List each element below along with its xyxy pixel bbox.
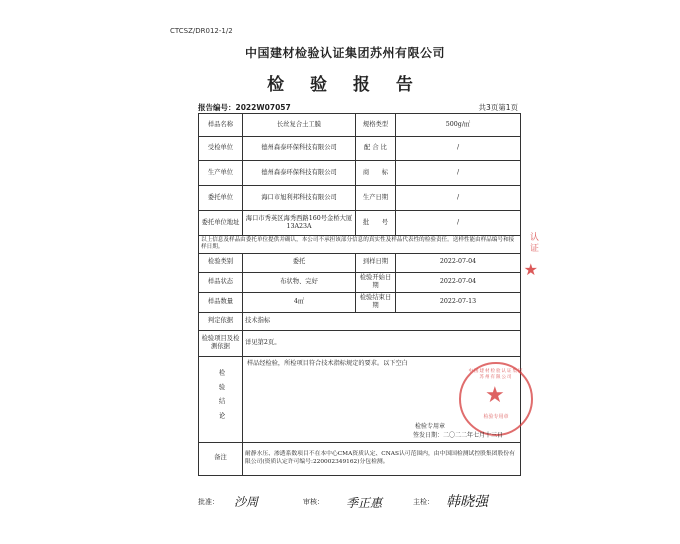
approve-signature: 沙周	[234, 495, 259, 509]
review-signature: 季正惠	[346, 496, 383, 510]
sample-name-label: 样品名称	[199, 114, 243, 137]
side-seal-star-icon: ★	[523, 260, 538, 279]
end-date-label: 检验结束日期	[356, 292, 396, 312]
end-date-value: 2022-07-13	[396, 292, 521, 312]
batch-label: 批 号	[356, 211, 396, 236]
prod-date-label: 生产日期	[356, 186, 396, 211]
table-row	[199, 186, 521, 211]
client-value: 海口市旭利邦科技有限公司	[243, 186, 356, 211]
side-seal-text: 认证	[528, 232, 538, 254]
brand-label: 商 标	[356, 161, 396, 186]
quantity-value: 4㎡	[243, 292, 356, 312]
ratio-label: 配 合 比	[356, 137, 396, 161]
client-label: 委托单位	[199, 186, 243, 211]
conclusion-cell	[243, 356, 524, 442]
disclaimer-note: 以上信息及样品由委托单位提供并确认，本公司不承担该部分信息的真实性及样品代表性的检验责任。送样性能由样品编号和接样日期。	[199, 236, 521, 254]
spec-label: 规格类型	[356, 114, 396, 137]
report-title: 检 验 报 告	[267, 75, 423, 95]
seal-label: 检验专用章	[415, 423, 446, 431]
remarks-value: 耐静水压、渗透系数项目不在本中心CMA资质认定、CNAS认可范围内，由中国国检测试控股集团股份有限公司(资质认定许可编号:220002349162)分包检测。	[243, 442, 521, 475]
table-row	[199, 161, 521, 186]
document-code: CTCSZ/DR012-1/2	[170, 27, 233, 35]
basis-label: 判定依据	[199, 312, 243, 330]
table-row	[199, 211, 521, 236]
sample-state-label: 样品状态	[199, 272, 243, 292]
table-row	[199, 272, 521, 292]
table-row	[199, 330, 521, 356]
producer-label: 生产单位	[199, 161, 243, 186]
table-row	[199, 114, 521, 137]
arrival-date-label: 到样日期	[356, 253, 396, 272]
seal-bottom-text: 检验专用章	[483, 414, 509, 421]
conclusion-box	[245, 358, 524, 440]
producer-value: 德州森泰环保科技有限公司	[243, 161, 356, 186]
page-count: 共3页第1页	[478, 103, 518, 112]
approve-label: 批准：	[198, 498, 219, 506]
remarks-label: 备注	[199, 442, 243, 475]
sample-state-value: 布状物、完好	[243, 272, 356, 292]
table-row	[199, 292, 521, 312]
check-signature: 韩晓强	[446, 494, 488, 510]
start-date-value: 2022-07-04	[396, 272, 521, 292]
table-row	[199, 236, 521, 254]
inspect-type-label: 检验类别	[199, 253, 243, 272]
table-row	[199, 137, 521, 161]
table-row	[199, 442, 521, 475]
prod-date-value: /	[396, 186, 521, 211]
company-name: 中国建材检验认证集团苏州有限公司	[244, 46, 445, 60]
brand-value: /	[396, 161, 521, 186]
seal-star-icon: ★	[485, 383, 505, 409]
inspect-type-value: 委托	[243, 253, 356, 272]
conclusion-label-text: 检验结论	[217, 368, 225, 427]
report-table	[198, 113, 524, 476]
ratio-value: /	[396, 137, 521, 161]
quantity-label: 样品数量	[199, 292, 243, 312]
start-date-label: 检验开始日期	[356, 272, 396, 292]
conclusion-label	[199, 356, 243, 442]
batch-value: /	[396, 211, 521, 236]
report-number: 报告编号：2022W07057	[198, 103, 291, 112]
table-row	[199, 356, 521, 442]
conclusion-text: 样品经检验，所检项目符合技术指标规定的要求。以下空白	[247, 360, 408, 368]
client-address-label: 委托单位地址	[199, 211, 243, 236]
inspected-unit-value: 德州森泰环保科技有限公司	[243, 137, 356, 161]
table-row	[199, 312, 521, 330]
table-row	[199, 253, 521, 272]
issue-date: 签发日期：二〇二二年七月十三日	[413, 432, 504, 440]
basis-value: 技术指标	[243, 312, 521, 330]
client-address-value: 海口市秀英区海秀西路160号金桥大厦13A23A	[243, 211, 356, 236]
side-seal	[508, 232, 540, 310]
inspection-seal	[459, 362, 533, 436]
review-label: 审核：	[303, 498, 324, 506]
arrival-date-value: 2022-07-04	[396, 253, 521, 272]
check-label: 主检：	[413, 498, 434, 506]
seal-ring-text: 中国建材检验认证集团苏州有限公司	[468, 369, 524, 380]
items-value: 详见第2页。	[243, 330, 521, 356]
items-label: 检验项目及检测依据	[199, 330, 243, 356]
spec-value: 500g/㎡	[396, 114, 521, 137]
sample-name-value: 长丝复合土工膜	[243, 114, 356, 137]
inspected-unit-label: 受检单位	[199, 137, 243, 161]
